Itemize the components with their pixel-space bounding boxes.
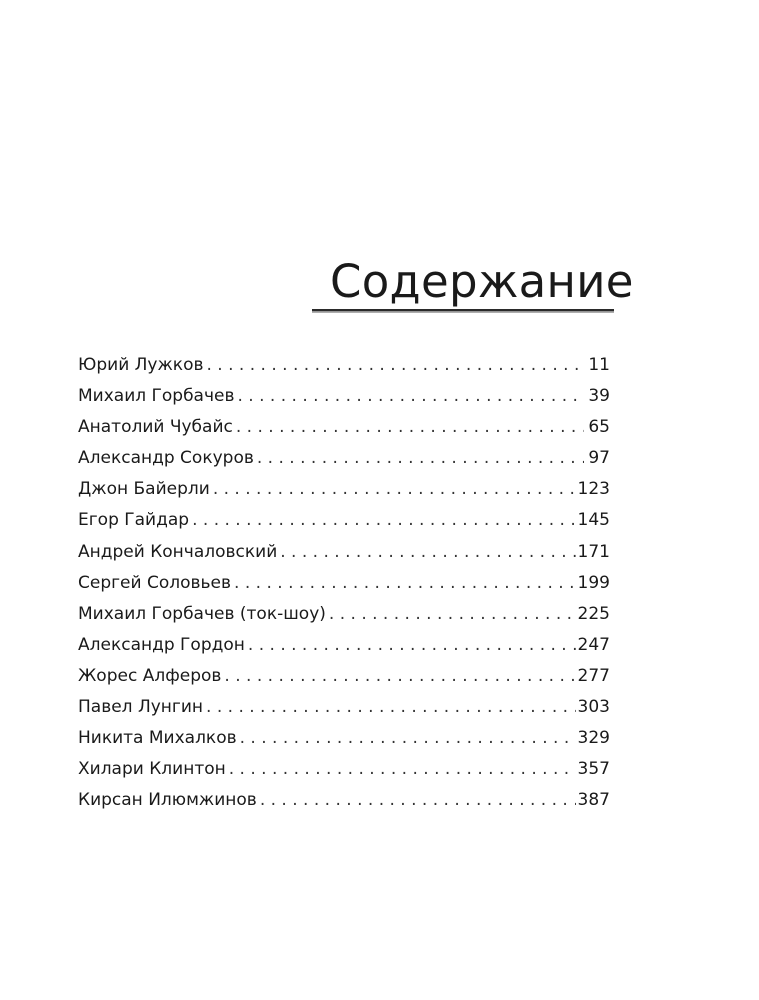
dot-leader xyxy=(224,661,575,692)
dot-leader xyxy=(234,568,576,599)
toc-entry-name: Анатолий Чубайс xyxy=(78,417,233,438)
toc-entry-name: Кирсан Илюмжинов xyxy=(78,790,257,811)
toc-entry-page: 11 xyxy=(588,355,610,375)
dot-leader xyxy=(213,474,576,505)
page-title: Содержание xyxy=(330,255,634,308)
toc-entry-name: Михаил Горбачев (ток-шоу) xyxy=(78,603,326,624)
toc-entry-name: Александр Сокуров xyxy=(78,448,254,469)
dot-leader xyxy=(248,630,576,661)
toc-entry-name: Андрей Кончаловский xyxy=(78,541,278,562)
toc-entry xyxy=(78,723,610,754)
dot-leader xyxy=(329,599,576,630)
toc-entry-name: Павел Лунгин xyxy=(78,697,204,718)
dot-leader xyxy=(260,785,576,816)
toc-entry-name: Хилари Клинтон xyxy=(78,759,226,780)
toc-entry xyxy=(78,630,610,661)
table-of-contents xyxy=(78,350,610,816)
toc-entry-page: 277 xyxy=(577,665,610,686)
dot-leader xyxy=(192,505,575,536)
toc-entry-page: 97 xyxy=(588,448,610,469)
toc-entry xyxy=(78,350,610,381)
toc-entry xyxy=(78,599,610,630)
dot-leader xyxy=(240,723,576,754)
toc-entry xyxy=(78,412,610,443)
dot-leader xyxy=(207,350,585,381)
toc-entry-name: Юрий Лужков xyxy=(78,355,204,375)
dot-leader xyxy=(238,381,585,412)
toc-entry xyxy=(78,443,610,474)
title-underline xyxy=(312,309,614,313)
toc-entry xyxy=(78,568,610,599)
toc-entry xyxy=(78,474,610,505)
dot-leader xyxy=(236,412,584,443)
toc-entry-name: Михаил Горбачев xyxy=(78,386,235,407)
toc-entry-page: 199 xyxy=(577,572,610,593)
toc-entry-page: 357 xyxy=(577,759,610,780)
toc-entry xyxy=(78,754,610,785)
toc-entry xyxy=(78,537,610,568)
dot-leader xyxy=(280,537,575,568)
toc-entry-name: Александр Гордон xyxy=(78,634,245,655)
toc-entry xyxy=(78,692,610,723)
dot-leader xyxy=(206,692,576,723)
toc-entry xyxy=(78,381,610,412)
toc-entry-name: Егор Гайдар xyxy=(78,510,190,531)
dot-leader xyxy=(257,443,584,474)
toc-entry-page: 387 xyxy=(577,790,610,811)
toc-entry-page: 225 xyxy=(577,603,610,624)
toc-entry-page: 123 xyxy=(577,479,610,500)
toc-entry-page: 247 xyxy=(577,634,610,655)
toc-entry-page: 65 xyxy=(588,417,610,438)
toc-entry xyxy=(78,661,610,692)
toc-entry-page: 145 xyxy=(577,510,610,531)
dot-leader xyxy=(229,754,576,785)
toc-entry-name: Жорес Алферов xyxy=(78,665,222,686)
toc-entry-page: 39 xyxy=(588,386,610,407)
toc-entry-page: 303 xyxy=(577,697,610,718)
toc-entry-page: 329 xyxy=(577,728,610,749)
toc-entry-page: 171 xyxy=(577,541,610,562)
toc-entry xyxy=(78,785,610,816)
toc-entry-name: Джон Байерли xyxy=(78,479,210,500)
toc-entry-name: Сергей Соловьев xyxy=(78,572,232,593)
toc-entry-name: Никита Михалков xyxy=(78,728,237,749)
toc-entry xyxy=(78,505,610,536)
